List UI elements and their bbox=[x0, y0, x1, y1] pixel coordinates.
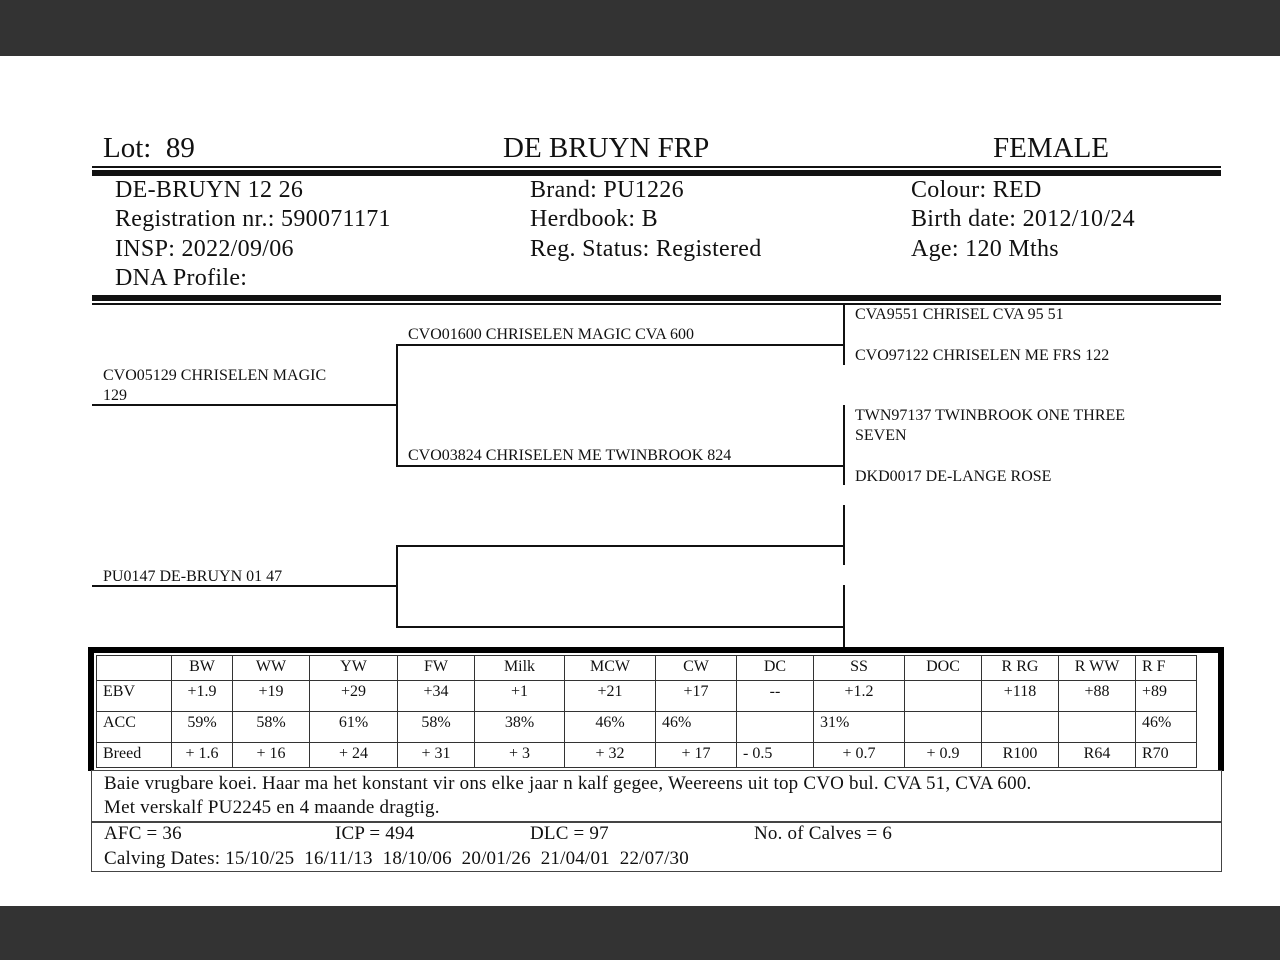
lot-label: Lot: bbox=[103, 132, 152, 164]
ebv-col-rrg: R RG bbox=[982, 656, 1059, 681]
ebv-col-doc: DOC bbox=[905, 656, 982, 681]
acc-cell: 58% bbox=[233, 712, 310, 743]
birth-date: Birth date: 2012/10/24 bbox=[911, 206, 1135, 232]
acc-cell: 61% bbox=[310, 712, 398, 743]
acc-cell: 46% bbox=[565, 712, 656, 743]
ebv-col-empty bbox=[97, 656, 172, 681]
breed-cell: + 17 bbox=[656, 743, 737, 768]
ebv-cell: +88 bbox=[1059, 681, 1136, 712]
breed-cell: + 24 bbox=[310, 743, 398, 768]
viewer-bottom-bar bbox=[0, 906, 1280, 960]
ebv-cell: +29 bbox=[310, 681, 398, 712]
calving-dates: Calving Dates: 15/10/25 16/11/13 18/10/06 20/01/26 21/04/01 22/07/30 bbox=[104, 848, 689, 869]
ebv-cell: +1.9 bbox=[172, 681, 233, 712]
breed-cell: + 3 bbox=[475, 743, 565, 768]
pedigree-sire-line2: 129 bbox=[103, 387, 127, 404]
ebv-cell: +19 bbox=[233, 681, 310, 712]
pedigree-sire-sire-sire: CVA9551 CHRISEL CVA 95 51 bbox=[855, 306, 1064, 323]
sire-bracket bbox=[396, 344, 398, 466]
dna-profile: DNA Profile: bbox=[115, 265, 248, 291]
breed-cell: + 32 bbox=[565, 743, 656, 768]
ebv-cell: +89 bbox=[1136, 681, 1197, 712]
ebv-row-acc bbox=[97, 712, 1197, 743]
lot-heading bbox=[103, 132, 195, 165]
pedigree-sire-dam: CVO03824 CHRISELEN ME TWINBROOK 824 bbox=[408, 447, 732, 464]
ebv-cell: +1 bbox=[475, 681, 565, 712]
pedigree-sire-dam-sire-line2: SEVEN bbox=[855, 427, 907, 444]
sire-dam-bracket bbox=[843, 405, 845, 485]
pedigree-sire bbox=[103, 366, 326, 406]
ebv-cell: +34 bbox=[398, 681, 475, 712]
ebv-cell: +1.2 bbox=[814, 681, 905, 712]
acc-cell: 38% bbox=[475, 712, 565, 743]
pedigree-sire-dam-dam: DKD0017 DE-LANGE ROSE bbox=[855, 468, 1052, 485]
acc-cell bbox=[1059, 712, 1136, 743]
colour: Colour: RED bbox=[911, 177, 1042, 203]
ebv-row-ebv bbox=[97, 681, 1197, 712]
ebv-col-dc: DC bbox=[737, 656, 814, 681]
acc-cell: 31% bbox=[814, 712, 905, 743]
row-label: Breed bbox=[97, 743, 172, 768]
pedigree-sire-line1: CVO05129 CHRISELEN MAGIC bbox=[103, 367, 327, 384]
acc-cell bbox=[982, 712, 1059, 743]
registration-number: Registration nr.: 590071171 bbox=[115, 206, 391, 232]
icp-value: ICP = 494 bbox=[335, 823, 415, 844]
pedigree-dam: PU0147 DE-BRUYN 01 47 bbox=[103, 568, 283, 585]
breed-cell: R64 bbox=[1059, 743, 1136, 768]
ebv-col-bw: BW bbox=[172, 656, 233, 681]
breed-cell: + 16 bbox=[233, 743, 310, 768]
ebv-cell: +118 bbox=[982, 681, 1059, 712]
dam-sire-bracket bbox=[843, 505, 845, 565]
brand: Brand: PU1226 bbox=[530, 177, 684, 203]
pedigree-sire-sire: CVO01600 CHRISELEN MAGIC CVA 600 bbox=[408, 326, 694, 343]
ebv-cell bbox=[905, 681, 982, 712]
row-label: ACC bbox=[97, 712, 172, 743]
afc-value: AFC = 36 bbox=[104, 823, 182, 844]
header-rule-thin bbox=[92, 166, 1221, 168]
ebv-col-fw: FW bbox=[398, 656, 475, 681]
ebv-col-rww: R WW bbox=[1059, 656, 1136, 681]
ebv-header-row bbox=[97, 656, 1197, 681]
dam-sire-line bbox=[396, 545, 844, 547]
inspection-date: INSP: 2022/09/06 bbox=[115, 236, 294, 262]
sex-label: FEMALE bbox=[993, 132, 1109, 164]
ebv-col-ww: WW bbox=[233, 656, 310, 681]
dam-bracket bbox=[396, 545, 398, 627]
acc-cell: 46% bbox=[656, 712, 737, 743]
ebv-row-breed bbox=[97, 743, 1197, 768]
comment-line-2: Met verskalf PU2245 en 4 maande dragtig. bbox=[104, 797, 440, 818]
animal-name: DE-BRUYN 12 26 bbox=[115, 177, 304, 203]
row-label: EBV bbox=[97, 681, 172, 712]
dam-dam-bracket bbox=[843, 585, 845, 647]
breed-cell: + 0.9 bbox=[905, 743, 982, 768]
dam-dam-line bbox=[396, 626, 844, 628]
pedigree-sire-dam-sire-line1: TWN97137 TWINBROOK ONE THREE bbox=[855, 407, 1126, 424]
sire-sire-bracket bbox=[843, 305, 845, 365]
acc-cell bbox=[905, 712, 982, 743]
ebv-cell: +17 bbox=[656, 681, 737, 712]
acc-cell bbox=[737, 712, 814, 743]
lot-number: 89 bbox=[165, 132, 195, 164]
viewer-top-bar bbox=[0, 0, 1280, 56]
breed-cell: - 0.5 bbox=[737, 743, 814, 768]
breed-cell: + 0.7 bbox=[814, 743, 905, 768]
notes-separator bbox=[91, 821, 1222, 823]
header-rule-thick bbox=[92, 170, 1221, 176]
ebv-col-cw: CW bbox=[656, 656, 737, 681]
acc-cell: 46% bbox=[1136, 712, 1197, 743]
ebv-col-milk: Milk bbox=[475, 656, 565, 681]
breed-cell: + 1.6 bbox=[172, 743, 233, 768]
info-rule-thick bbox=[92, 295, 1221, 301]
ebv-col-yw: YW bbox=[310, 656, 398, 681]
comment-line-1: Baie vrugbare koei. Haar ma het konstant vir ons elke jaar n kalf gegee, Weereens uit top CVO bul. CVA 51, CVA 600. bbox=[104, 773, 1032, 794]
herdbook: Herdbook: B bbox=[530, 206, 658, 232]
dlc-value: DLC = 97 bbox=[530, 823, 609, 844]
ebv-col-mcw: MCW bbox=[565, 656, 656, 681]
calves-count: No. of Calves = 6 bbox=[754, 823, 893, 844]
ebv-cell: -- bbox=[737, 681, 814, 712]
pedigree-sire-sire-dam: CVO97122 CHRISELEN ME FRS 122 bbox=[855, 347, 1110, 364]
ebv-cell: +21 bbox=[565, 681, 656, 712]
breed-cell: R70 bbox=[1136, 743, 1197, 768]
ebv-col-ss: SS bbox=[814, 656, 905, 681]
ebv-col-rf: R F bbox=[1136, 656, 1197, 681]
breed-cell: + 31 bbox=[398, 743, 475, 768]
breed-cell: R100 bbox=[982, 743, 1059, 768]
ebv-table bbox=[96, 655, 1197, 768]
breeder-name: DE BRUYN FRP bbox=[503, 132, 710, 164]
acc-cell: 58% bbox=[398, 712, 475, 743]
age: Age: 120 Mths bbox=[911, 236, 1059, 262]
registration-status: Reg. Status: Registered bbox=[530, 236, 762, 262]
acc-cell: 59% bbox=[172, 712, 233, 743]
pedigree-sire-dam-sire bbox=[855, 406, 1125, 446]
